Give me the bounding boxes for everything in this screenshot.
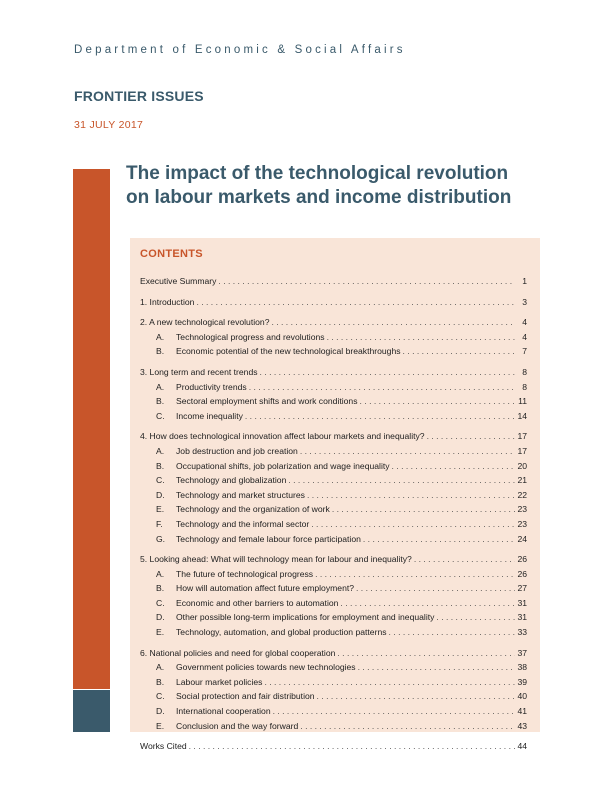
toc-entry-4b[interactable] [140,459,527,474]
toc-entry-6a[interactable] [140,660,527,675]
publication-date: 31 JULY 2017 [74,119,144,131]
toc-page-number: 7 [522,346,527,357]
toc-entry-4f[interactable] [140,517,527,532]
toc-entry-label: Social protection and fair distribution [176,691,315,702]
toc-letter: C. [156,475,165,486]
toc-letter: D. [156,612,165,623]
toc-entry-section-3[interactable] [140,365,527,380]
decorative-orange-bar [73,169,110,689]
toc-page-number: 24 [517,533,527,544]
toc-entry-2b[interactable] [140,344,527,359]
leader-dots [249,380,515,395]
toc-letter: D. [156,706,165,717]
leader-dots [327,330,515,345]
series-title: FRONTIER ISSUES [74,88,204,104]
leader-dots [436,610,515,625]
toc-letter: E. [156,720,165,731]
toc-entry-label: Economic potential of the new technological breakthroughs [176,346,401,357]
toc-entry-5b[interactable] [140,581,527,596]
leader-dots [340,596,515,611]
toc-entry-3b[interactable] [140,394,527,409]
toc-entry-5a[interactable] [140,567,527,582]
toc-entry-section-2[interactable] [140,315,527,330]
toc-page-number: 4 [522,317,527,328]
toc-entry-section-1[interactable] [140,295,527,310]
leader-dots [337,646,515,661]
toc-page-number: 4 [522,331,527,342]
leader-dots [300,444,515,459]
toc-letter: B. [156,583,165,594]
toc-page-number: 8 [522,366,527,377]
toc-entry-executive-summary[interactable] [140,274,527,289]
toc-subentry [156,660,356,675]
toc-subentry [156,488,305,503]
toc-letter: B. [156,346,165,357]
toc-letter: G. [156,533,166,544]
toc-entry-label: Sectoral employment shifts and work conditions [176,396,358,407]
toc-subentry [156,444,298,459]
leader-dots [300,719,515,734]
toc-letter: F. [156,518,163,529]
toc-entry-2a[interactable] [140,330,527,345]
toc-subentry [156,625,387,640]
toc-letter: C. [156,410,165,421]
toc-letter: E. [156,504,165,515]
toc-letter: A. [156,568,165,579]
contents-heading: CONTENTS [140,248,203,260]
toc-entry-label: Executive Summary [140,276,217,286]
toc-letter: A. [156,445,165,456]
toc-subentry [156,394,358,409]
toc-entry-label: Other possible long-term implications for employment and inequality [176,612,435,623]
toc-entry-label: Job destruction and job creation [176,445,298,456]
toc-entry-label: Technological progress and revolutions [176,331,325,342]
toc-entry-label: Productivity trends [176,381,247,392]
leader-dots [218,274,515,289]
toc-page-number: 26 [517,554,527,565]
toc-entry-5d[interactable] [140,610,527,625]
toc-page-number: 38 [517,662,527,673]
toc-subentry [156,719,298,734]
toc-letter: E. [156,627,165,638]
toc-subentry [156,532,361,547]
leader-dots [403,344,515,359]
toc-page-number: 43 [517,720,527,731]
toc-entry-label: 3. Long term and recent trends [140,366,258,377]
leader-dots [273,704,515,719]
toc-entry-label: Government policies towards new technologies [176,662,356,673]
toc-entry-4d[interactable] [140,488,527,503]
toc-page-number: 39 [517,676,527,687]
toc-entry-4c[interactable] [140,473,527,488]
toc-entry-5e[interactable] [140,625,527,640]
toc-subentry [156,581,354,596]
toc-subentry [156,610,434,625]
toc-page-number: 44 [517,741,527,752]
toc-entry-4a[interactable] [140,444,527,459]
toc-letter: D. [156,489,165,500]
toc-page-number: 3 [522,296,527,307]
leader-dots [358,660,515,675]
toc-entry-5c[interactable] [140,596,527,611]
toc-entry-label: Income inequality [176,410,243,421]
leader-dots [363,532,515,547]
leader-dots [315,567,515,582]
toc-page-number: 11 [518,396,527,407]
toc-subentry [156,567,313,582]
toc-entry-label: Technology and globalization [176,475,287,486]
toc-entry-6e[interactable] [140,719,527,734]
toc-entry-label: 6. National policies and need for global cooperation [140,647,336,658]
toc-page-number: 37 [517,647,527,658]
leader-dots [392,459,515,474]
toc-letter: A. [156,662,165,673]
toc-subentry [156,517,309,532]
toc-page-number: 1 [522,276,527,286]
toc-page-number: 27 [517,583,527,594]
toc-letter: A. [156,331,165,342]
toc-page-number: 26 [517,568,527,579]
leader-dots [288,473,515,488]
leader-dots [317,689,515,704]
toc-entry-label: Labour market policies [176,676,263,687]
toc-letter: B. [156,396,165,407]
toc-page-number: 21 [517,475,527,486]
toc-subentry [156,473,286,488]
title-line-2: on labour markets and income distribution [126,187,512,208]
toc-entry-4g[interactable] [140,532,527,547]
toc-letter: C. [156,597,165,608]
toc-page-number: 14 [517,410,527,421]
toc-entry-section-5[interactable] [140,552,527,567]
toc-entry-label: Technology and market structures [176,489,305,500]
leader-dots [356,581,515,596]
toc-entry-4e[interactable] [140,502,527,517]
toc-subentry [156,689,315,704]
toc-letter: B. [156,460,165,471]
leader-dots [311,517,515,532]
toc-letter: A. [156,381,165,392]
leader-dots [271,315,515,330]
leader-dots [414,552,515,567]
toc-letter: C. [156,691,165,702]
toc-subentry [156,675,262,690]
toc-entry-label: Technology and the organization of work [176,504,330,515]
toc-entry-label: 4. How does technological innovation affect labour markets and inequality? [140,431,425,442]
document-title [126,162,566,210]
toc-entry-6b[interactable] [140,675,527,690]
toc-entry-label: International cooperation [176,706,271,717]
toc-entry-label: Conclusion and the way forward [176,720,299,731]
toc-entry-label: 2. A new technological revolution? [140,317,270,328]
toc-subentry [156,502,330,517]
toc-entry-label: The future of technological progress [176,568,314,579]
leader-dots [360,394,515,409]
toc-entry-label: Occupational shifts, job polarization and wage inequality [176,460,390,471]
toc-subentry [156,459,390,474]
leader-dots [245,409,515,424]
decorative-teal-bar [73,690,110,732]
leader-dots [332,502,515,517]
toc-entry-section-6[interactable] [140,646,527,661]
toc-page-number: 20 [517,460,527,471]
toc-page-number: 8 [522,381,527,392]
toc-letter: B. [156,676,165,687]
toc-entry-3c[interactable] [140,409,527,424]
title-line-1: The impact of the technological revolution [126,163,509,184]
toc-entry-label: Economic and other barriers to automation [176,597,339,608]
leader-dots [196,295,515,310]
toc-entry-label: How will automation affect future employment? [176,583,355,594]
table-of-contents [130,238,540,752]
toc-subentry [156,344,401,359]
leader-dots [189,739,515,754]
toc-subentry [156,596,338,611]
toc-entry-label: Technology, automation, and global production patterns [176,627,387,638]
toc-entry-6c[interactable] [140,689,527,704]
toc-page-number: 17 [517,445,527,456]
toc-entry-label: Technology and female labour force participation [176,533,361,544]
toc-page-number: 31 [517,597,527,608]
toc-entry-label: Technology and the informal sector [176,518,310,529]
leader-dots [389,625,515,640]
toc-page-number: 23 [517,504,527,515]
toc-entry-label: Works Cited [140,741,187,752]
toc-page-number: 40 [517,691,527,702]
department-name: Department of Economic & Social Affairs [74,44,406,56]
toc-page-number: 33 [517,627,527,638]
toc-entry-label: 1. Introduction [140,296,195,307]
toc-subentry [156,330,325,345]
leader-dots [427,429,515,444]
toc-entry-label: 5. Looking ahead: What will technology mean for labour and inequality? [140,554,412,565]
toc-page-number: 31 [517,612,527,623]
toc-entry-6d[interactable] [140,704,527,719]
toc-page-number: 41 [517,706,527,717]
toc-entry-3a[interactable] [140,380,527,395]
toc-entry-section-4[interactable] [140,429,527,444]
leader-dots [307,488,515,503]
leader-dots [260,365,515,380]
toc-subentry [156,409,243,424]
toc-page-number: 23 [517,518,527,529]
toc-page-number: 17 [517,431,527,442]
toc-subentry [156,380,247,395]
toc-subentry [156,704,271,719]
toc-entry-works-cited[interactable] [140,739,527,754]
leader-dots [264,675,515,690]
toc-page-number: 22 [517,489,527,500]
